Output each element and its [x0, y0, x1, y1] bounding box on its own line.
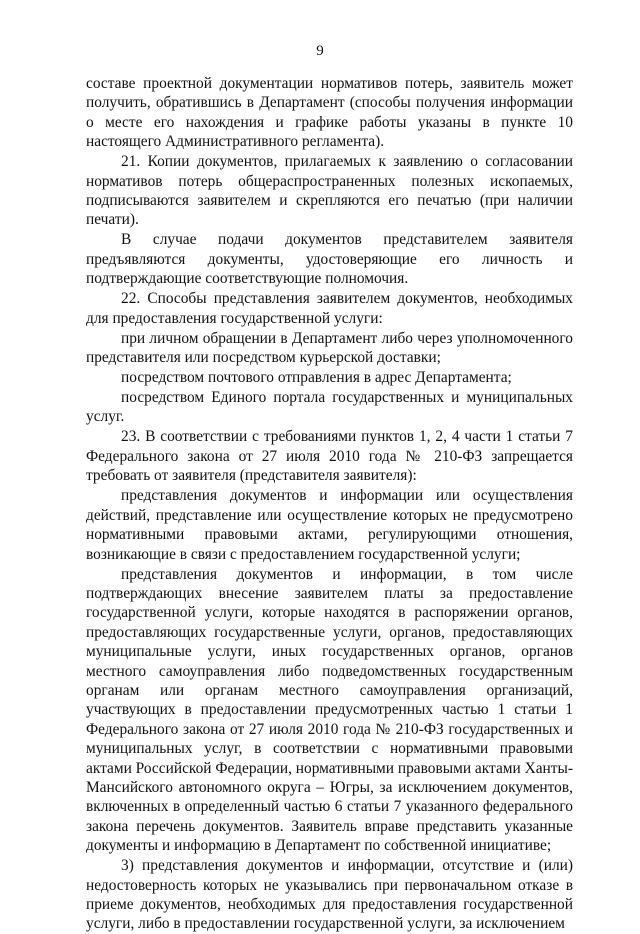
page-number: 9	[316, 43, 324, 59]
paragraph-item-21: 21. Копии документов, прилагаемых к заявлению о согласовании нормативов потерь общераспространенных полезных ископаемых, подписываются заявителем и скрепляются его печатью (при наличии печати).	[86, 153, 573, 229]
list-item-personal: при личном обращении в Департамент либо через уполномоченного представителя или посредством курьерской доставки;	[86, 329, 573, 367]
list-item-documents-information: представления документов и информации, в том числе подтверждающих внесение заявителем платы за предоставление государственной услуги, которые находятся в распоряжении органов, предоставляющих государственные услуги, органов, предоставляющих муниципальные услуги, иных государственных органов, органов местного самоуправления либо подведомственных государственным органам или органам местного самоуправления организаций, участвующих в предоставлении предусмотренных частью 1 статьи 1 Федерального закона от 27 июля 2010 года № 210-ФЗ государственных и муниципальных услуг, в соответствии с нормативными правовыми актами Российской Федерации, нормативными правовыми актами Ханты-Мансийского автономного округа – Югры, за исключением документов, включенных в определенный частью 6 статьи 7 указанного федерального закона перечень документов. Заявитель вправе представить указанные документы и информацию в Департамент по собственной инициативе;	[86, 565, 573, 855]
paragraph-item-23: 23. В соответствии с требованиями пунктов 1, 2, 4 части 1 статьи 7 Федерального закона от 27 июля 2010 года № 210-ФЗ запрещается требовать от заявителя (представителя заявителя):	[86, 428, 573, 485]
paragraph-representative: В случае подачи документов представителем заявителя предъявляются документы, удостоверяющие его личность и подтверждающие соответствующие полномочия.	[86, 231, 573, 288]
list-item-documents-actions: представления документов и информации или осуществления действий, представление или осуществление которых не предусмотрено нормативными правовыми актами, регулирующими отношения, возникающие в связи с предоставлением государственной услуги;	[86, 487, 573, 563]
list-item-portal: посредством Единого портала государственных и муниципальных услуг.	[86, 389, 573, 426]
paragraph-continuation: составе проектной документации нормативов потерь, заявитель может получить, обратившись в Департамент (способы получения информации о месте его нахождения и графике работы указаны в пункте 10 настоящего Административного регламента).	[86, 75, 573, 151]
list-item-postal: посредством почтового отправления в адрес Департамента;	[121, 369, 512, 387]
document-body	[86, 74, 573, 934]
list-item-3: 3) представления документов и информации, отсутствие и (или) недостоверность которых не указывались при первоначальном отказе в приеме документов, необходимых для предоставления государственной услуги, либо в предоставлении государственной услуги, за исключением	[86, 857, 573, 933]
paragraph-item-22: 22. Способы представления заявителем документов, необходимых для предоставления государственной услуги:	[86, 290, 573, 327]
